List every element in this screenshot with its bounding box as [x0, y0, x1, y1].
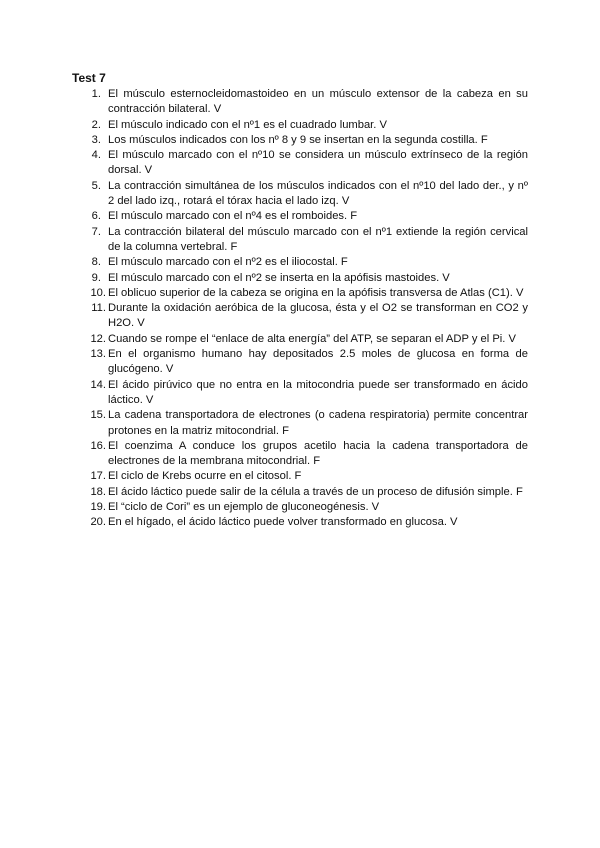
item-number: 7.	[91, 225, 101, 238]
item-number: 15.	[90, 409, 106, 422]
item-text: El músculo marcado con el nº2 se inserta en la apófisis mastoides. V	[108, 271, 450, 284]
list-item-14	[72, 378, 528, 409]
item-number: 2.	[91, 118, 101, 131]
item-text: En el hígado, el ácido láctico puede volver transformado en glucosa. V	[108, 516, 458, 529]
item-text: Los músculos indicados con los nº 8 y 9 se insertan en la segunda costilla. F	[108, 133, 488, 146]
list-item-7	[72, 225, 528, 256]
item-text: El ciclo de Krebs ocurre en el citosol. F	[108, 470, 302, 483]
list-item-15	[72, 408, 528, 439]
item-number: 16.	[90, 439, 106, 452]
list-item-13	[72, 347, 528, 378]
list-item-12	[72, 332, 528, 347]
list-item-17	[72, 469, 528, 484]
item-number: 14.	[90, 378, 106, 391]
item-number: 10.	[90, 286, 106, 299]
list-item-16	[72, 439, 528, 470]
item-number: 4.	[91, 149, 101, 162]
item-text: El músculo marcado con el nº2 es el iliocostal. F	[108, 256, 348, 269]
item-text: El ácido pirúvico que no entra en la mitocondria puede ser transformado en ácido láctico. V	[108, 378, 528, 406]
item-number: 1.	[91, 88, 101, 100]
item-text: El músculo marcado con el nº4 es el romboides. F	[108, 210, 358, 223]
item-number: 13.	[90, 348, 106, 361]
item-number: 6.	[91, 210, 101, 223]
list-item-19	[72, 500, 528, 515]
item-text: El “ciclo de Cori” es un ejemplo de gluconeogénesis. V	[108, 501, 380, 514]
item-text: La contracción bilateral del músculo marcado con el nº1 extiende la región cervical de la columna vertebral. F	[108, 225, 528, 253]
list-item-5	[72, 179, 528, 210]
item-number: 18.	[90, 485, 106, 498]
list-item-20	[72, 515, 528, 530]
item-text: La contracción simultánea de los músculos indicados con el nº10 del lado der., y nº 2 del lado izq., rotará el tórax hacia el lado izq. V	[108, 179, 528, 208]
item-text: Durante la oxidación aeróbica de la glucosa, ésta y el O2 se transforman en CO2 y H2O. V	[108, 302, 528, 330]
question-list	[72, 87, 528, 531]
item-number: 5.	[91, 179, 101, 192]
item-text: La cadena transportadora de electrones (o cadena respiratoria) permite concentrar protones en la matriz mitocondrial. F	[108, 409, 528, 437]
list-item-1	[72, 87, 528, 118]
item-number: 3.	[91, 133, 101, 146]
item-number: 20.	[90, 516, 106, 529]
item-text: En el organismo humano hay depositados 2.5 moles de glucosa en forma de glucógeno. V	[108, 348, 528, 376]
list-item-2	[72, 118, 528, 133]
list-item-10	[72, 286, 528, 301]
list-item-3	[72, 133, 528, 148]
item-text: El músculo marcado con el nº10 se considera un músculo extrínseco de la región dorsal. V	[108, 149, 528, 177]
list-item-4	[72, 148, 528, 179]
item-text: El músculo esternocleidomastoideo en un músculo extensor de la cabeza en su contracción bilateral. V	[108, 88, 528, 116]
item-text: El coenzima A conduce los grupos acetilo hacia la cadena transportadora de electrones de la membrana mitocondrial. F	[108, 439, 528, 468]
item-text: El oblicuo superior de la cabeza se origina en la apófisis transversa de Atlas (C1). V	[108, 286, 524, 299]
list-item-6	[72, 209, 528, 224]
item-text: Cuando se rompe el “enlace de alta energía” del ATP, se separan el ADP y el Pi. V	[108, 332, 516, 345]
item-number: 19.	[90, 501, 106, 514]
document-title: Test 7	[72, 71, 106, 85]
item-number: 17.	[90, 470, 106, 483]
item-text: El músculo indicado con el nº1 es el cuadrado lumbar. V	[108, 118, 387, 131]
item-text: El ácido láctico puede salir de la célula a través de un proceso de difusión simple. F	[108, 485, 523, 498]
list-item-18	[72, 485, 528, 500]
list-item-8	[72, 255, 528, 270]
list-item-11	[72, 301, 528, 332]
item-number: 8.	[91, 256, 101, 269]
document-page	[72, 70, 528, 531]
item-number: 9.	[91, 271, 101, 284]
list-item-9	[72, 271, 528, 286]
item-number: 11.	[91, 302, 106, 315]
item-number: 12.	[90, 332, 106, 345]
